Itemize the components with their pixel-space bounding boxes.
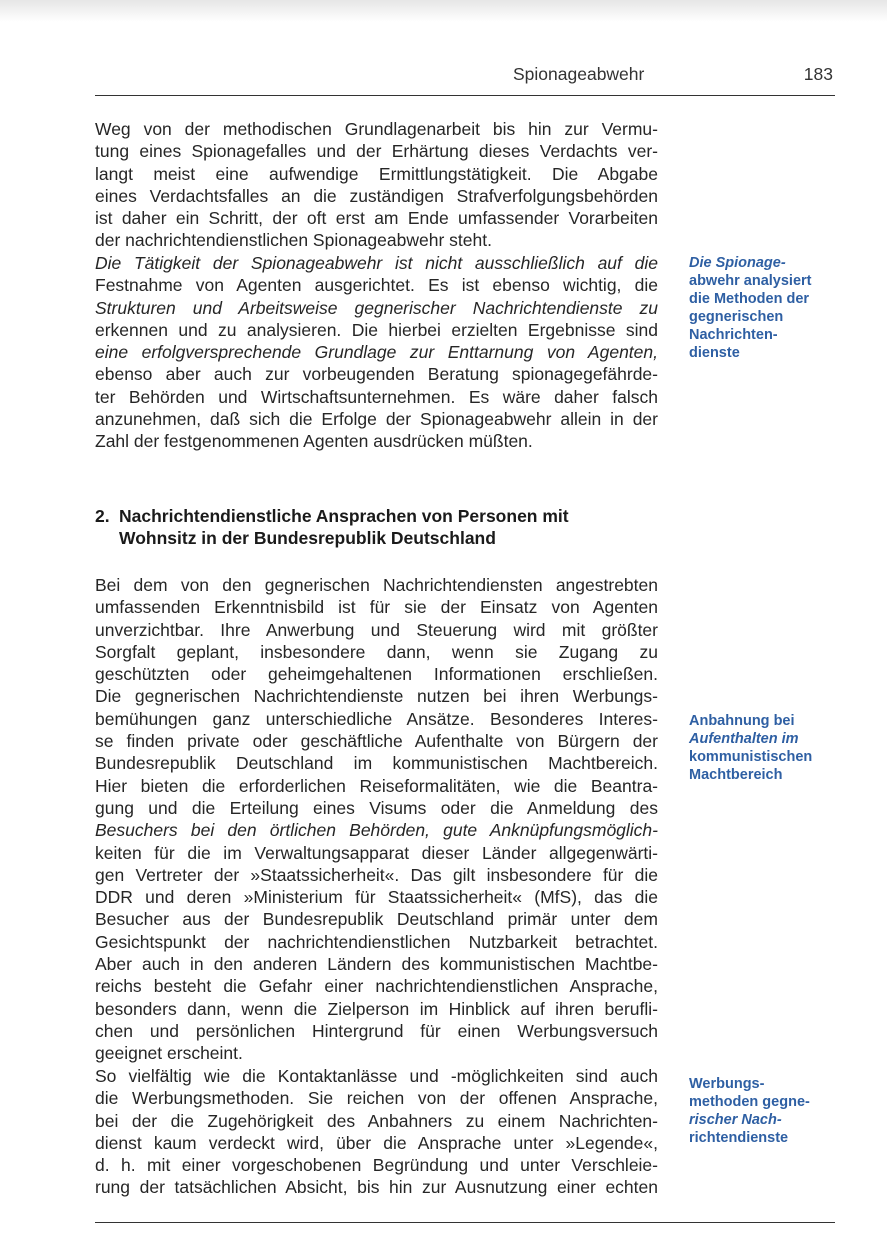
margin-note-anbahnung [689,712,839,784]
running-title: Spionageabwehr [513,64,645,84]
text-line: tung eines Spionagefalles und der Erhärtung dieses Verdachts ver- [95,141,658,162]
text-line: langt meist eine aufwendige Ermittlungstätigkeit. Die Abgabe [95,163,658,184]
text-line: Aber auch in den anderen Ländern des kommunistischen Machtbe- [95,954,658,975]
section-title-line-1: Nachrichtendienstliche Ansprachen von Personen mit [119,506,569,526]
text-line: d. h. mit einer vorgeschobenen Begründung und unter Verschleie- [95,1155,658,1176]
text-line: Besuchers bei den örtlichen Behörden, gute Anknüpfungsmöglich- [95,820,658,841]
text-line: Gesichtspunkt der nachrichtendienstlichen Nutzbarkeit betrachtet. [95,931,658,952]
text-line: die Werbungsmethoden. Sie reichen von der offenen Ansprache, [95,1088,658,1109]
section-title-line-2: Wohnsitz in der Bundesrepublik Deutschland [119,528,496,548]
text-line: besonders dann, wenn die Zielperson im Hinblick auf ihren berufli- [95,998,658,1019]
paragraph-3 [95,574,658,1065]
margin-note-line: Die Spionage- [689,255,786,271]
scan-edge-shadow [0,0,887,22]
text-line: gung und die Erteilung eines Visums oder die Anmeldung des [95,797,658,818]
text-line: geschützten oder geheimgehaltenen Informationen erschließen. [95,664,658,685]
text-line: eine erfolgversprechende Grundlage zur Enttarnung von Agenten, [95,342,658,363]
text-line: DDR und deren »Ministerium für Staatssicherheit« (MfS), das die [95,887,658,908]
page-number: 183 [803,64,833,84]
text-line: ist daher ein Schritt, der oft erst am Ende umfassender Vorarbeiten [95,208,658,229]
text-line: bei der die Zugehörigkeit des Anbahners zu einem Nachrichten- [95,1110,658,1131]
text-line: Die gegnerischen Nachrichtendienste nutzen bei ihren Werbungs- [95,686,658,707]
text-line: eines Verdachtsfalles an die zuständigen Strafverfolgungsbehörden [95,185,658,206]
margin-note-line: kommunistischen [689,749,813,765]
text-line: Festnahme von Agenten ausgerichtet. Es ist ebenso wichtig, die [95,275,658,296]
margin-note-line: die Methoden der [689,291,810,307]
section-number: 2. [95,506,110,526]
paragraph-1 [95,118,658,252]
text-line: anzunehmen, daß sich die Erfolge der Spionageabwehr allein in der [95,409,658,430]
text-line: ter Behörden und Wirtschaftsunternehmen. Es wäre daher falsch [95,386,658,407]
text-line: ebenso aber auch zur vorbeugenden Beratung spionagegefährde- [95,364,658,385]
text-line: Hier bieten die erforderlichen Reiseformalitäten, wie die Beantra- [95,775,658,796]
text-line: Zahl der festgenommenen Agenten ausdrücken müßten. [95,431,533,452]
margin-note-line: methoden gegne- [689,1094,810,1110]
text-line: dienst kaum verdeckt wird, über die Ansprache unter »Legende«, [95,1132,658,1153]
header-rule [95,95,835,96]
margin-note-spionageabwehr [689,254,839,362]
margin-note-line: rischer Nach- [689,1112,782,1128]
margin-note-line: Machtbereich [689,767,783,783]
text-line: Bei dem von den gegnerischen Nachrichtendiensten angestrebten [95,575,658,595]
text-line: gen Vertreter der »Staatssicherheit«. Das gilt insbesondere für die [95,864,658,885]
text-line: rung der tatsächlichen Absicht, bis hin zur Ausnutzung einer echten [95,1177,658,1198]
text-line: chen und persönlichen Hintergrund für einen Werbungsversuch [95,1020,658,1041]
margin-note-line: richtendienste [689,1130,789,1146]
margin-note-line: Aufenthalten im [689,731,799,747]
text-line: Strukturen und Arbeitsweise gegnerischer Nachrichtendienste zu [95,297,658,318]
text-line: Die Tätigkeit der Spionageabwehr ist nicht ausschließlich auf die [95,253,658,273]
margin-note-line: gegnerischen [689,309,784,325]
margin-note-line: Werbungs- [689,1076,765,1092]
margin-note-line: Nachrichten- [689,327,778,343]
text-line: erkennen und zu analysieren. Die hierbei erzielten Ergebnisse sind [95,319,658,340]
margin-note-line: dienste [689,345,740,361]
footer-rule [95,1222,835,1223]
running-header [95,64,835,88]
text-line: unverzichtbar. Ihre Anwerbung und Steuerung wird mit größter [95,619,658,640]
text-line: keiten für die im Verwaltungsapparat dieser Länder allgegenwärti- [95,842,658,863]
margin-note-line: abwehr analysiert [689,273,812,289]
margin-note-line: Anbahnung bei [689,713,795,729]
text-line: umfassenden Erkenntnisbild ist für sie der Einsatz von Agenten [95,597,658,618]
margin-note-werbungsmethoden [689,1075,839,1147]
text-line: Sorgfalt geplant, insbesondere dann, wenn sie Zugang zu [95,641,658,662]
text-line: Besucher aus der Bundesrepublik Deutschland primär unter dem [95,909,658,930]
text-line: se finden private oder geschäftliche Aufenthalte von Bürgern der [95,731,658,752]
text-line: So vielfältig wie die Kontaktanlässe und -möglichkeiten sind auch [95,1066,658,1086]
text-line: reichs besteht die Gefahr einer nachrichtendienstlichen Ansprache, [95,976,658,997]
text-line: Bundesrepublik Deutschland im kommunistischen Machtbereich. [95,753,658,774]
text-line: geeignet erscheint. [95,1043,243,1064]
text-line: Weg von der methodischen Grundlagenarbeit bis hin zur Vermu- [95,119,658,139]
text-line: bemühungen ganz unterschiedliche Ansätze. Besonderes Interes- [95,708,658,729]
paragraph-2 [95,252,658,453]
text-line: der nachrichtendienstlichen Spionageabwehr steht. [95,230,492,251]
paragraph-4 [95,1065,658,1199]
